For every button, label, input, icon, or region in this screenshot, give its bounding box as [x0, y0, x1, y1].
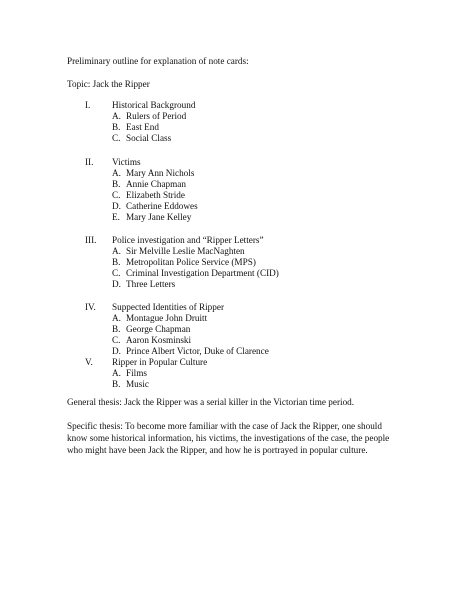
specific-thesis-line: who might have been Jack the Ripper, and how he is portrayed in popular culture.: [67, 445, 368, 455]
intro-line: Preliminary outline for explanation of note cards:: [67, 56, 249, 66]
outline-item: Music: [126, 379, 149, 389]
outline-item: Criminal Investigation Department (CID): [126, 268, 279, 278]
outline-item-letter: A.: [112, 368, 121, 378]
outline-item: Mary Ann Nichols: [126, 168, 195, 178]
outline-item: Films: [126, 368, 147, 378]
outline-item-letter: D.: [112, 279, 121, 289]
outline-item-letter: A.: [112, 313, 121, 323]
outline-item: Mary Jane Kelley: [126, 212, 192, 222]
outline-item-letter: C.: [112, 133, 121, 143]
section-heading: Ripper in Popular Culture: [112, 357, 208, 367]
outline-item-letter: C.: [112, 190, 121, 200]
section-heading: Suppected Identities of Ripper: [112, 302, 225, 312]
outline-item-letter: B.: [112, 179, 121, 189]
outline-item: Annie Chapman: [126, 179, 186, 189]
outline-item-letter: A.: [112, 111, 121, 121]
section-numeral: I.: [85, 100, 91, 110]
outline-item: East End: [126, 122, 159, 132]
outline-item: Montague John Druitt: [126, 313, 208, 323]
outline-item: George Chapman: [126, 324, 191, 334]
outline-item-letter: C.: [112, 268, 121, 278]
outline-item-letter: B.: [112, 324, 121, 334]
section-numeral: V.: [85, 357, 93, 367]
general-thesis: General thesis: Jack the Ripper was a serial killer in the Victorian time period.: [67, 397, 355, 407]
outline-item-letter: A.: [112, 246, 121, 256]
outline-item: Social Class: [126, 133, 172, 143]
outline-item-letter: B.: [112, 257, 121, 267]
outline-item: Rulers of Period: [126, 111, 187, 121]
section-numeral: III.: [85, 235, 97, 245]
outline-item-letter: E.: [112, 212, 120, 222]
outline-item: Metropolitan Police Service (MPS): [126, 257, 256, 267]
section-numeral: IV.: [85, 302, 96, 312]
outline-item: Prince Albert Victor, Duke of Clarence: [126, 346, 269, 356]
outline-item-letter: C.: [112, 335, 121, 345]
specific-thesis-line: know some historical information, his victims, the investigations of the case, the people: [67, 433, 390, 443]
outline-item: Three Letters: [126, 279, 176, 289]
outline-item: Elizabeth Stride: [126, 190, 185, 200]
outline-item-letter: A.: [112, 168, 121, 178]
topic-line: Topic: Jack the Ripper: [67, 79, 150, 89]
specific-thesis-line: Specific thesis: To become more familiar with the case of Jack the Ripper, one should: [67, 421, 382, 431]
outline-item-letter: D.: [112, 201, 121, 211]
outline-item-letter: D.: [112, 346, 121, 356]
outline-item: Catherine Eddowes: [126, 201, 198, 211]
outline-item-letter: B.: [112, 122, 121, 132]
section-numeral: II.: [85, 157, 94, 167]
outline-item-letter: B.: [112, 379, 121, 389]
specific-thesis: [67, 420, 427, 456]
outline-item: Aaron Kosminski: [126, 335, 192, 345]
outline-item: Sir Melville Leslie MacNaghten: [126, 246, 245, 256]
section-heading: Police investigation and “Ripper Letters”: [112, 235, 264, 245]
section-heading: Victims: [112, 157, 141, 167]
section-heading: Historical Background: [112, 100, 196, 110]
